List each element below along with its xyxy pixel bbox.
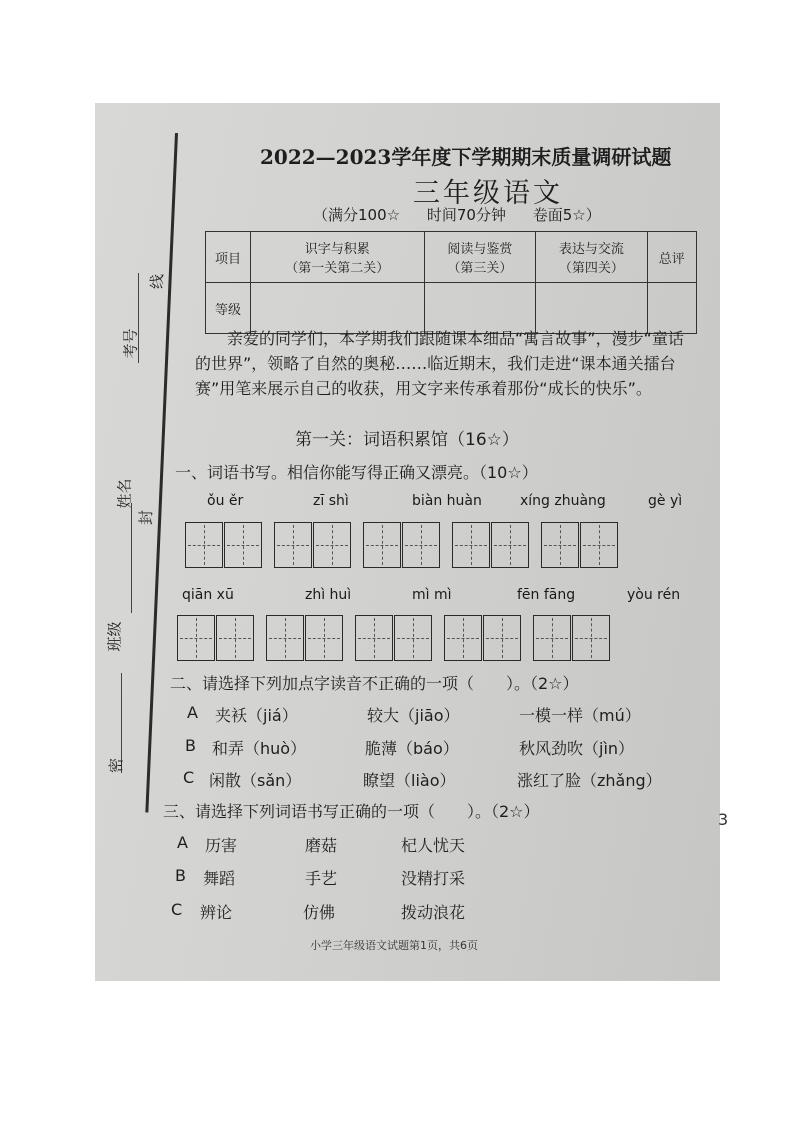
name-label: 姓名 [115, 478, 134, 509]
neatness-score: 卷面5☆） [532, 206, 601, 224]
score-col-title: 阅读与鉴赏 [447, 242, 513, 257]
subject-title: 三年级语文 [413, 178, 563, 209]
option-item: 夹袄（jiá） [215, 706, 298, 725]
question-3: 三、请选择下列词语书写正确的一项（ ）。（2☆） [163, 802, 540, 821]
score-col-1 [251, 232, 425, 283]
pinyin: mì mì [412, 587, 452, 603]
pinyin: xíng zhuàng [520, 493, 606, 509]
seal-feng-char: 封 [137, 509, 156, 526]
pinyin: yòu rén [627, 587, 681, 603]
option-item: 较大（jiāo） [367, 706, 460, 725]
score-col-2 [424, 232, 536, 283]
score-col-sub: （第一关第二关） [285, 261, 390, 276]
option-letter: C [183, 768, 195, 787]
option-item: 一模一样（mú） [519, 706, 641, 725]
grade-label: 等级 [206, 283, 251, 334]
score-col-sub: （第三关） [447, 261, 513, 276]
option-item: 脆薄（báo） [365, 739, 459, 758]
writing-box[interactable] [572, 615, 610, 661]
writing-box[interactable] [580, 522, 618, 568]
writing-box[interactable] [452, 522, 490, 568]
option-letter: A [187, 703, 198, 722]
option-item: 秋风劲吹（jìn） [519, 739, 635, 758]
option-item: 涨红了脸（zhǎng） [517, 771, 662, 790]
exam-meta [313, 204, 623, 225]
score-table [205, 231, 697, 334]
seal-line-char: 线 [148, 273, 167, 290]
writing-box[interactable] [541, 522, 579, 568]
score-col-title: 总评 [658, 251, 685, 267]
option-item: 磨菇 [305, 836, 338, 855]
level1-title: 第一关：词语积累馆（16☆） [295, 430, 519, 450]
writing-box[interactable] [444, 615, 482, 661]
score-col-4 [647, 232, 696, 283]
question-1: 一、词语书写。相信你能写得正确又漂亮。（10☆） [175, 463, 538, 482]
pinyin: qiān xū [182, 587, 234, 603]
option-item: 和弄（huò） [212, 739, 307, 758]
option-item: 闲散（sǎn） [209, 771, 302, 790]
writing-grid-row-2[interactable] [177, 615, 611, 661]
pinyin: ǒu ěr [207, 493, 244, 509]
pinyin: biàn huàn [412, 493, 482, 509]
edge-mark: 3 [718, 810, 729, 829]
writing-box[interactable] [185, 522, 223, 568]
score-col-sub: （第四关） [558, 261, 624, 276]
writing-box[interactable] [216, 615, 254, 661]
writing-box[interactable] [177, 615, 215, 661]
intro-text: 亲爱的同学们，本学期我们跟随课本细品“寓言故事”，漫步“童话的世界”，领略了自然的奥秘……临近期末，我们走进“课本通关擂台赛”用笔来展示自己的收获，用文字来传承着那份“成长的快乐”。 [195, 329, 684, 398]
writing-box[interactable] [491, 522, 529, 568]
option-letter: B [185, 736, 196, 755]
full-marks: （满分100☆ [313, 206, 401, 224]
item-label: 项目 [206, 232, 251, 283]
writing-box[interactable] [313, 522, 351, 568]
score-col-3 [536, 232, 648, 283]
time-limit: 时间70分钟 [426, 206, 506, 224]
option-item: 没精打采 [401, 869, 466, 888]
option-item: 拨动浪花 [401, 903, 466, 922]
writing-box[interactable] [394, 615, 432, 661]
pinyin: gè yì [648, 493, 683, 509]
intro-paragraph [195, 326, 695, 401]
exam-paper-photo [95, 103, 720, 981]
score-table-header-row [206, 232, 697, 283]
option-item: 手艺 [305, 869, 338, 888]
pinyin: fēn fāng [517, 587, 576, 603]
option-letter: B [175, 866, 186, 885]
seal-mi-char: 密 [107, 757, 126, 774]
option-item: 瞭望（liào） [363, 771, 456, 790]
pinyin: zī shì [313, 493, 349, 509]
option-item: 仿佛 [303, 903, 336, 922]
question-2: 二、请选择下列加点字读音不正确的一项（ ）。（2☆） [170, 674, 579, 693]
option-item: 历害 [205, 836, 238, 855]
class-label: 班级 [105, 621, 124, 652]
writing-box[interactable] [305, 615, 343, 661]
option-item: 杞人忧天 [401, 836, 466, 855]
binding-line [145, 133, 178, 812]
score-col-title: 表达与交流 [558, 242, 624, 257]
score-col-title: 识字与积累 [304, 242, 370, 257]
option-item: 辨论 [200, 903, 233, 922]
writing-grid-row-1[interactable] [185, 522, 619, 568]
writing-box[interactable] [363, 522, 401, 568]
writing-box[interactable] [274, 522, 312, 568]
writing-box[interactable] [483, 615, 521, 661]
writing-box[interactable] [266, 615, 304, 661]
writing-box[interactable] [402, 522, 440, 568]
writing-box[interactable] [533, 615, 571, 661]
writing-box[interactable] [355, 615, 393, 661]
exam-no-label: 考号 [121, 328, 140, 359]
option-letter: C [171, 900, 183, 919]
option-item: 舞蹈 [203, 869, 236, 888]
name-underline [131, 503, 132, 613]
writing-box[interactable] [224, 522, 262, 568]
exam-title: 2022—2023学年度下学期期末质量调研试题 [260, 145, 672, 169]
page-footer: 小学三年级语文试题第1页，共6页 [310, 939, 478, 952]
option-letter: A [177, 833, 188, 852]
pinyin: zhì huì [305, 587, 352, 603]
